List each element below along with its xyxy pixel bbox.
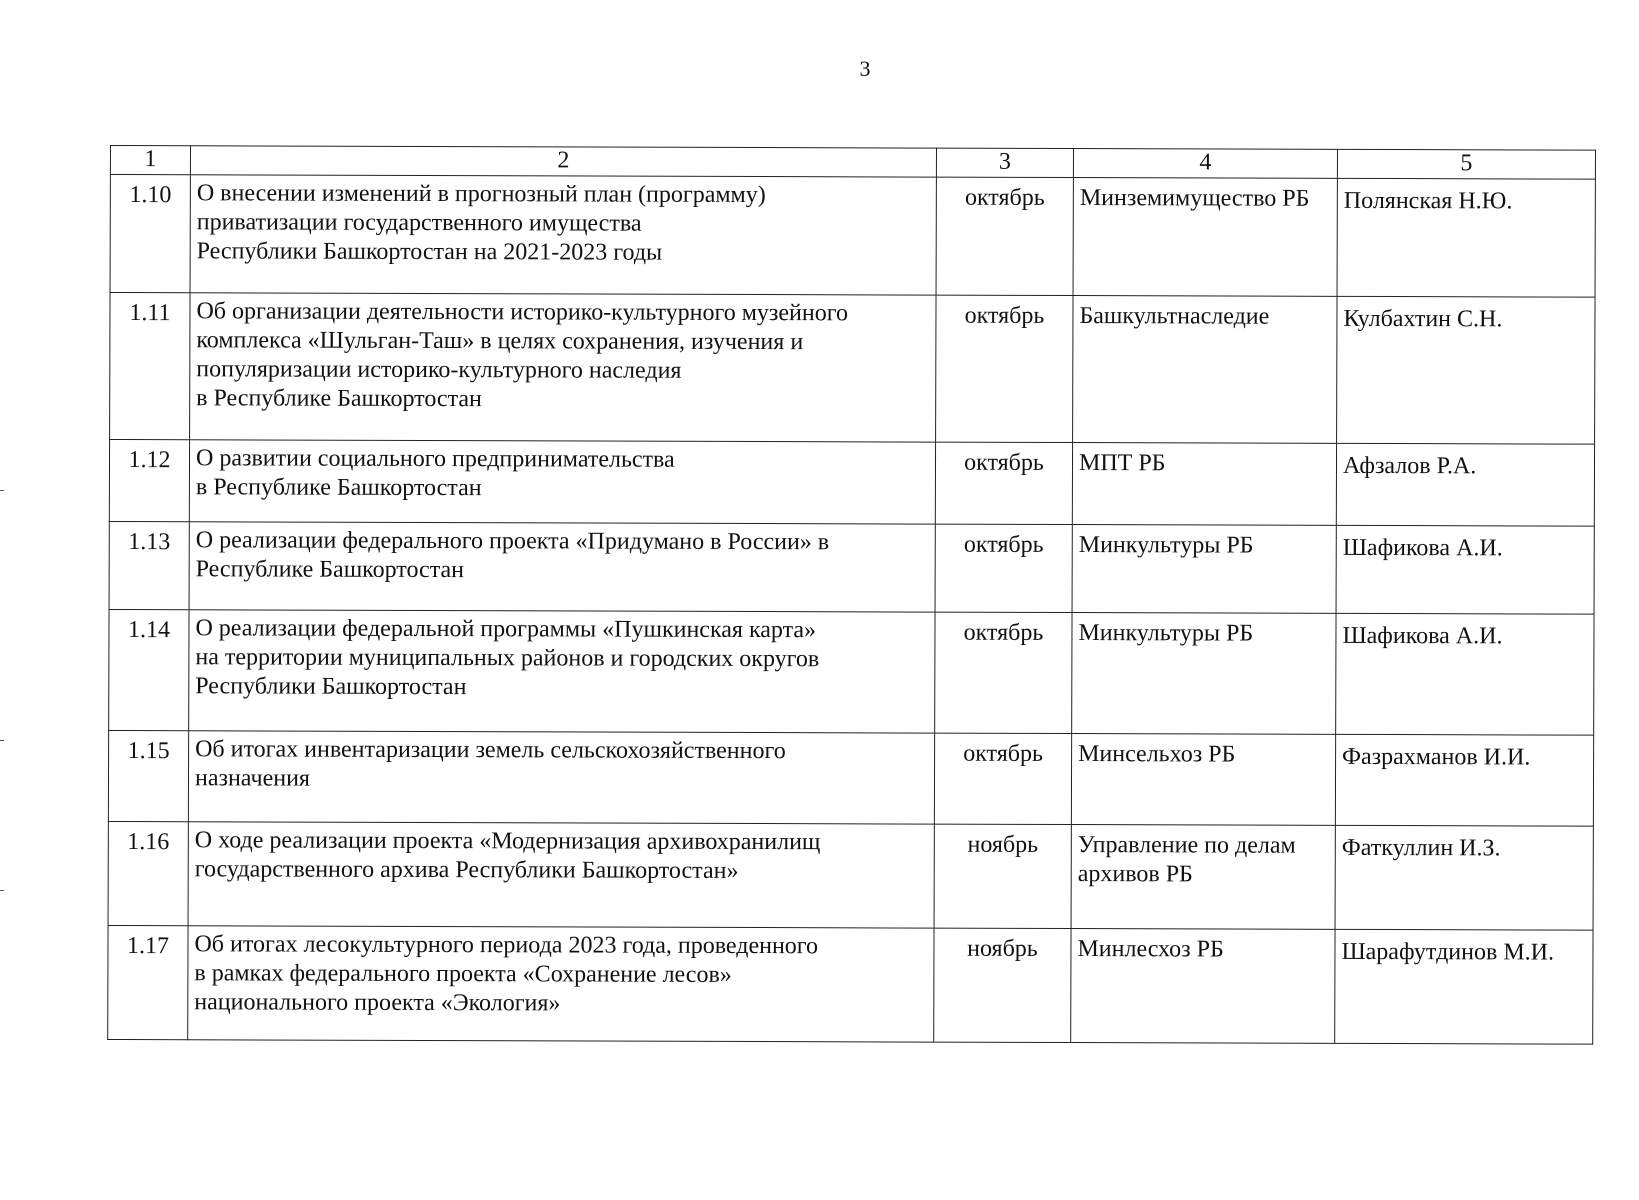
scan-margin-mark — [0, 890, 4, 891]
item-organization: Минлесхоз РБ — [1071, 929, 1335, 1044]
table-row — [109, 440, 1594, 527]
item-number: 1.10 — [110, 175, 190, 293]
scan-margin-mark — [0, 740, 4, 741]
item-responsible: Кулбахтин С.Н. — [1337, 296, 1595, 444]
item-title: Об итогах инвентаризации земель сельскохозяйственного назначения — [188, 731, 934, 824]
item-month: ноябрь — [934, 928, 1071, 1042]
item-month: октябрь — [935, 612, 1072, 733]
item-title: Об организации деятельности историко-культурного музейного комплекса «Шульган-Таш» в целях сохранения, изучения и популяризации историко-культурного наследия в Республике Башкортостан — [190, 293, 936, 442]
item-organization: Минкультуры РБ — [1072, 613, 1336, 735]
item-organization: МПТ РБ — [1072, 443, 1336, 526]
item-month: ноябрь — [934, 824, 1071, 928]
item-title: Об итогах лесокультурного периода 2023 года, проведенного в рамках федерального проекта «Сохранение лесов» национального проекта «Экология» — [188, 926, 934, 1042]
table-row — [110, 293, 1595, 445]
table-row — [109, 609, 1594, 735]
item-title: О развитии социального предпринимательства в Республике Башкортостан — [189, 440, 935, 524]
table-header-row — [110, 146, 1595, 180]
item-month: октябрь — [936, 295, 1073, 442]
item-responsible: Шарафутдинов М.И. — [1335, 929, 1593, 1044]
column-number-2: 2 — [190, 146, 936, 177]
table-row — [110, 175, 1595, 298]
item-number: 1.16 — [108, 821, 188, 925]
item-month: октябрь — [935, 442, 1072, 524]
item-organization: Башкультнаследие — [1073, 296, 1337, 444]
item-month: октябрь — [934, 733, 1071, 824]
scan-margin-mark — [0, 490, 4, 491]
table-row — [108, 730, 1593, 826]
item-organization: Минкультуры РБ — [1072, 525, 1336, 614]
item-title: О внесении изменений в прогнозный план (программу) приватизации государственного имущества Республики Башкортостан на 2021-2023 годы — [190, 175, 936, 295]
item-responsible: Фазрахманов И.И. — [1335, 734, 1593, 826]
item-number: 1.14 — [109, 609, 189, 730]
item-number: 1.11 — [110, 293, 190, 440]
item-title: О ходе реализации проекта «Модернизация архивохранилищ государственного архива Республики Башкортостан» — [188, 822, 934, 928]
item-responsible: Шафикова А.И. — [1336, 613, 1594, 735]
item-title: О реализации федеральной программы «Пушкинская карта» на территории муниципальных районов и городских округов Республики Башкортостан — [189, 610, 935, 733]
item-organization: Управление по делам архивов РБ — [1071, 825, 1335, 930]
column-number-4: 4 — [1073, 149, 1337, 179]
item-month: октябрь — [935, 524, 1072, 612]
column-number-5: 5 — [1337, 149, 1595, 179]
item-number: 1.17 — [108, 925, 188, 1039]
item-title: О реализации федерального проекта «Придумано в России» в Республике Башкортостан — [189, 522, 935, 612]
item-number: 1.13 — [109, 521, 189, 609]
item-responsible: Афзалов Р.А. — [1336, 443, 1594, 526]
table-row — [108, 925, 1593, 1044]
item-number: 1.15 — [108, 730, 188, 821]
item-responsible: Полянская Н.Ю. — [1337, 178, 1595, 297]
item-organization: Минземимущество РБ — [1073, 178, 1337, 297]
item-month: октябрь — [936, 177, 1073, 295]
column-number-1: 1 — [110, 146, 190, 175]
table-row — [108, 821, 1593, 930]
plan-table — [107, 145, 1596, 1045]
table-row — [109, 521, 1594, 614]
page-number: 3 — [859, 56, 871, 81]
item-number: 1.12 — [109, 440, 189, 522]
column-number-3: 3 — [936, 148, 1073, 177]
item-organization: Минсельхоз РБ — [1071, 734, 1335, 826]
item-responsible: Фаткуллин И.З. — [1335, 825, 1593, 930]
item-responsible: Шафикова А.И. — [1336, 525, 1594, 614]
